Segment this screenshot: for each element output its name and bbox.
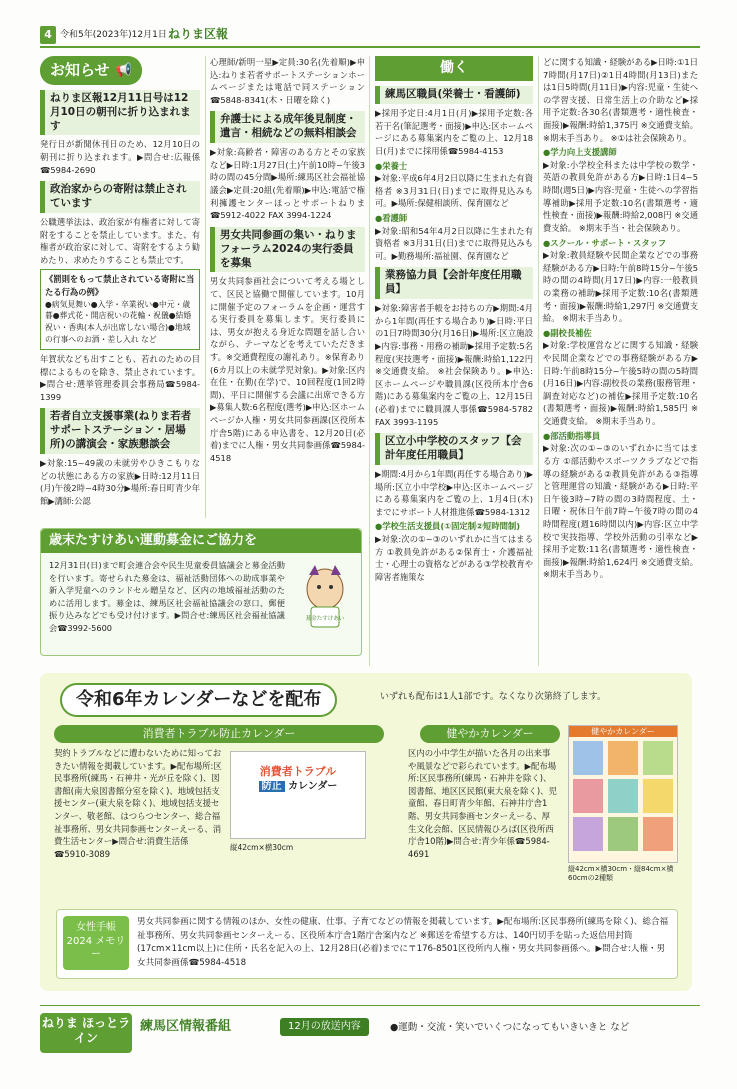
- consumer-img-word: カレンダー: [288, 780, 338, 792]
- job-subheading: ●副校長補佐: [543, 327, 592, 338]
- consumer-img-word: 防止: [259, 781, 285, 792]
- womens-notebook-body: 男女共同参画に関する情報のほか、女性の健康、仕事、子育てなどの情報を掲載しています。▶配布場所:区民事務所(練馬を除く)、総合福祉事務所、男女共同参画センターえーる、区役所本庁舎1階庁舎案内など ※郵送を希望する方は、140円切手を貼った返信用封筒(17cm×11cm以上)に住所・氏名を記入の上、12月28日(必着)までに〒176-8501区役所内人権・男女共同参画係へ。▶問合せ:人権・男女共同参画係☎5984-4518: [137, 917, 669, 968]
- note-title: 《罰則をもって禁止されている寄附に当たる行為の例》: [45, 274, 195, 297]
- consumer-img-title: 消費者トラブル: [259, 765, 337, 778]
- job-text: ▶採用予定日:4月1日(月)▶採用予定数:各若干名(筆記選考・面接)▶申込:区ホームページにある募集案内をご覧の上、12月18日(月)までに採用係☎5984-4153: [375, 108, 533, 156]
- header-rule: [40, 46, 700, 48]
- hotline-logo: ねりま ほっとライン: [40, 1013, 132, 1053]
- column-jobs-cont: [543, 56, 698, 583]
- job-subheading: ●看護師: [375, 213, 408, 223]
- womens-notebook-badge: 女性手帳 2024 メモリー: [63, 916, 129, 970]
- job-text: ▶対象:障害者手帳をお持ちの方▶期間:4月から1年間(再任する場合あり)▶日時:平日の1日7時間30分(月16日)▶場所:区立施設▶内容:事務・用務の補助▶採用予定数:5名程度(実技選考・面接)▶報酬:時給1,122円 ※交通費支給。 ※社会保険あり。▶申込:区ホームページや職員課(区役所本庁舎6階)にある募集案内をご覧の上、12月15日(必着)までに職員課人事係☎5984-5782 FAX 3993-1195: [375, 303, 533, 427]
- job-subheading: ●部活動指導員: [543, 430, 601, 441]
- health-calendar-image: [568, 725, 678, 863]
- notice-heading: 弁護士による成年後見制度・遺言・相続などの無料相談会: [210, 111, 365, 143]
- notice-text: 年賀状なども出すことも、若れのための目標によるものを除き、禁止されています。▶問合せ:選挙管理委員会事務局☎5984-1399: [40, 353, 200, 402]
- notice-text: 公職選挙法は、政治家が有権者に対して寄附をすることを禁止しています。また、有権者が政治家に対して、寄附をするよう勧めたり、求めたりすることも禁止です。: [40, 216, 200, 265]
- consumer-calendar-size: 縦42cm×横30cm: [230, 843, 294, 852]
- notice-text: 男女共同参画社会について考える場として、区民と協働で開催しています。10月に開催予定のフォーラムを企画・運営する実行委員を募集します。実行委員には、男女が抱える身近な問題を話し合いながら、テーマなどを考えていただきます。※交通費程度の謝礼あり。※保育あり(6カ月以上の未就学児対象)。▶対象:区内在住・在勤(在学)で、10回程度(1回2時間)、平日に開催する会議に出席できる方▶募集人数:6名程度(選考)▶申込:区ホームページか人権・男女共同参画課(区役所本庁舎5階)にある申込書を、12月20日(必着)までに人権・男女共同参画係☎5984-4518: [210, 276, 365, 463]
- job-text: ▶対象:次の①~③のいずれかに当てはまる方 ①部活動やスポーツクラブなどで指導の経験がある②教員免許がある③指導と管理運営の知識・経験がある▶日時:平日午後3時~7時の間の3時間程度、土・日曜・祝休日午前7時~午後7時の間の4時間程度(週16時間以内)▶内容:区立中学校で実技指導、学校外活動の引率など▶採用予定数:11名(書類選考・適性検査・面接)▶報酬:時給1,624円 ※交通費支給。 ※期末手当あり。: [543, 443, 698, 580]
- column-jobs: [375, 56, 533, 585]
- job-text: どに関する知識・経験がある▶日時:①1日7時間(月17日)②1日4時間(月13日)または1日5時間(月11日)▶内容:児童・生徒への学習支援、日常生活上の介助など▶採用予定数:各30名(書類選考・適性検査・面接)▶報酬:時給1,375円 ※交通費支給。 ※期末手当あり。 ※①は社会保険あり。: [543, 57, 698, 143]
- calendar-title: 令和6年カレンダーなどを配布: [60, 683, 337, 717]
- calendar-section: [40, 673, 692, 991]
- health-calendar-body: 区内の小中学生が描いた各月の出来事や風景などで彩られています。▶配布場所:区民事務所(練馬・石神井を除く)、図書館、地区区民館(東大泉を除く)、児童館、春日町青少年館、石神井庁舎1階、男女共同参画センターえーる、厚生文化会館、区民情報ひろば(区役所西庁舎10階)▶問合せ:青少年係☎5984-4691: [408, 748, 557, 859]
- footer-content: ●運動・交流・笑いでいくつになってもいきいきと など: [390, 1022, 630, 1033]
- notice-text: ▶対象:高齢者・障害のある方とその家族など▶日時:1月27日(土)午前10時~午後3時の間の45分間▶場所:練馬区社会福祉協議会▶定員:20組(先着順)▶申込:電話で権利擁護センターほっとサポートねりま☎5912-4022 FAX 3994-1224: [210, 147, 365, 221]
- donation-title: 歳末たすけあい運動募金にご協力を: [41, 529, 361, 553]
- column-divider: [369, 56, 370, 666]
- job-text: ▶対象:教員経験や民間企業などでの事務経験がある方▶日時:午前8時15分~午後5時の間の4時間(月17日)▶内容:一般教員の業務の補助▶採用予定数:10名(書類選考・面接)▶報酬:時給1,297円 ※交通費支給。 ※期末手当あり。: [543, 250, 698, 324]
- health-calendar-size: 縦42cm×横30cm・縦84cm×横60cmの2種類: [568, 865, 674, 883]
- notice-heading: 男女共同参画の集い・ねりまフォーラム2024の実行委員を募集: [210, 227, 365, 273]
- note-body: ●病気見舞い●入学・卒業祝い●中元・歳暮●葬式花・開店祝いの花輪・祝儀●結婚祝い・香典(本人が出席しない場合)●地域の行事へのお酒・差し入れ など: [45, 299, 192, 345]
- column-divider: [538, 56, 539, 666]
- consumer-calendar: [54, 725, 384, 743]
- notice-heading: 若者自立支援事業(ねりま若者サポートステーション・居場所)の講演会・家族懇談会: [40, 408, 200, 454]
- horse-mascot-icon: [299, 563, 351, 631]
- job-subheading: ●スクール・サポート・スタッフ: [543, 237, 667, 248]
- notices-title: [40, 56, 142, 85]
- donation-box: [40, 528, 362, 656]
- newsletter-logo: ねりま区報: [168, 27, 229, 41]
- column-legal: [210, 56, 365, 467]
- job-heading: 練馬区職員(栄養士・看護師): [375, 86, 533, 104]
- health-calendar: [420, 725, 560, 743]
- jobs-title: 働く: [375, 56, 533, 81]
- job-text: ▶対象:次の①~③のいずれかに当てはまる方 ①教員免許がある②保育士・介護福祉士・心理士の資格などがある③学校教育や障害者施策な: [375, 534, 533, 582]
- footer-badge: 12月の放送内容: [280, 1018, 369, 1036]
- notice-text: ▶対象:15~49歳の未就労やひきこもりなどの状態にある方の家族▶日時:12月11日(月)午後2時~4時30分▶場所:春日町青少年館▶講師:公認: [40, 457, 200, 506]
- calendar-note: いずれも配布は1人1部です。なくなり次第終了します。: [380, 692, 607, 702]
- consumer-calendar-body: 契約トラブルなどに遭わないために知っておきたい情報を掲載しています。▶配布場所:区民事務所(練馬・石神井・光が丘を除く)、図書館(南大泉図書館分室を除く)、地域包括支援センター(東大泉を除く)、地域包括支援センター、敬老館、はつらつセンター、総合福祉事務所、男女共同参画センターえーる、消費生活センター▶問合せ:消費生活係☎5910-3089: [54, 748, 222, 859]
- column-divider: [205, 56, 206, 518]
- consumer-calendar-title: 消費者トラブル防止カレンダー: [54, 725, 384, 743]
- notices-title-text: お知らせ: [50, 61, 110, 79]
- job-heading: 区立小中学校のスタッフ【会計年度任用職員】: [375, 433, 533, 465]
- job-subheading: ●学力向上支援講師: [543, 147, 617, 158]
- column-notices: [40, 56, 200, 509]
- job-text: ▶対象:平成6年4月2日以降に生まれた有資格者 ※3月31日(日)までに取得見込みも可。▶場所:保健相談所、保育園など: [375, 173, 533, 209]
- calendar-grid-icon: [569, 737, 677, 857]
- job-subheading: ●栄養士: [375, 160, 408, 171]
- notice-heading: 政治家からの寄附は禁止されています: [40, 181, 200, 213]
- footer-title: 練馬区情報番組: [140, 1019, 232, 1034]
- womens-notebook-box: [56, 909, 678, 979]
- job-heading: 業務協力員【会計年度任用職員】: [375, 267, 533, 299]
- footer-rule: [40, 1005, 700, 1006]
- job-subheading: ●学校生活支援員(①固定制②短時間制): [375, 521, 521, 532]
- job-text: ▶対象:学校運営などに関する知識・経験や民間企業などでの事務経験がある方▶日時:午前8時15分~午後5時の間の5時間(月16日)▶内容:副校長の業務(服務管理・調査対応など)の補佐▶採用予定数:10名(書類選考・面接)▶報酬:時給1,585円 ※交通費支給。 ※期末手当あり。: [543, 340, 698, 427]
- health-calendar-title: 健やかカレンダー: [420, 725, 560, 743]
- job-text: ▶期間:4月から1年間(再任する場合あり)▶場所:区立小中学校▶申込:区ホームページにある募集案内をご覧の上、1月4日(木)までにサポート人材推進係☎5984-1312: [375, 468, 533, 517]
- job-text: ▶対象:昭和54年4月2日以降に生まれた有資格者 ※3月31日(日)までに取得見込みも可。▶勤務場所:福祉園、保育園など: [375, 225, 533, 261]
- health-img-title: 健やかカレンダー: [569, 726, 677, 737]
- megaphone-icon: 📢: [115, 62, 132, 78]
- note-box: [40, 269, 200, 350]
- job-text: ▶対象:小学校全科または中学校の数学・英語の教員免許がある方▶日時:1日4~5時間(週5日)▶内容:児童・生徒への学習指導補助▶採用予定数:10名(書類選考・適性検査・面接)▶報酬:時給2,008円 ※交通費支給。 ※期末手当・社会保険あり。: [543, 159, 698, 233]
- page-number: 4: [40, 26, 56, 44]
- notice-heading: ねりま区報12月11日号は12月10日の朝刊に折り込まれます: [40, 90, 200, 136]
- issue-date: 令和5年(2023年)12月1日: [60, 30, 167, 40]
- notice-text: 心理師/新明一星▶定員:30名(先着順)▶申込:ねりま若者サポートステーションホームページまたは電話で同ステーション☎5848-8341(木・日曜を除く): [210, 57, 365, 105]
- consumer-calendar-image: [230, 751, 366, 839]
- donation-body: 12月31日(日)まで町会連合会や民生児童委員協議会と募金活動を行います。寄せられた募金は、福祉活動団体への助成事業や新入学児童へのランドセル贈呈など、区内の地域福祉活動のために活用します。募金は、練馬区社会福祉協議会の窓口、郵便振り込みなどでも受け付けます。▶問合せ:練馬区社会福祉協議会☎3992-5600: [49, 560, 285, 633]
- consumer-img-sub: [231, 780, 365, 794]
- notice-text: 発行日が新聞休刊日のため、12月10日の朝刊に折り込まれます。▶問合せ:広報係☎5984-2690: [40, 139, 200, 175]
- mascot-sign: 募金たすけあい: [305, 616, 345, 622]
